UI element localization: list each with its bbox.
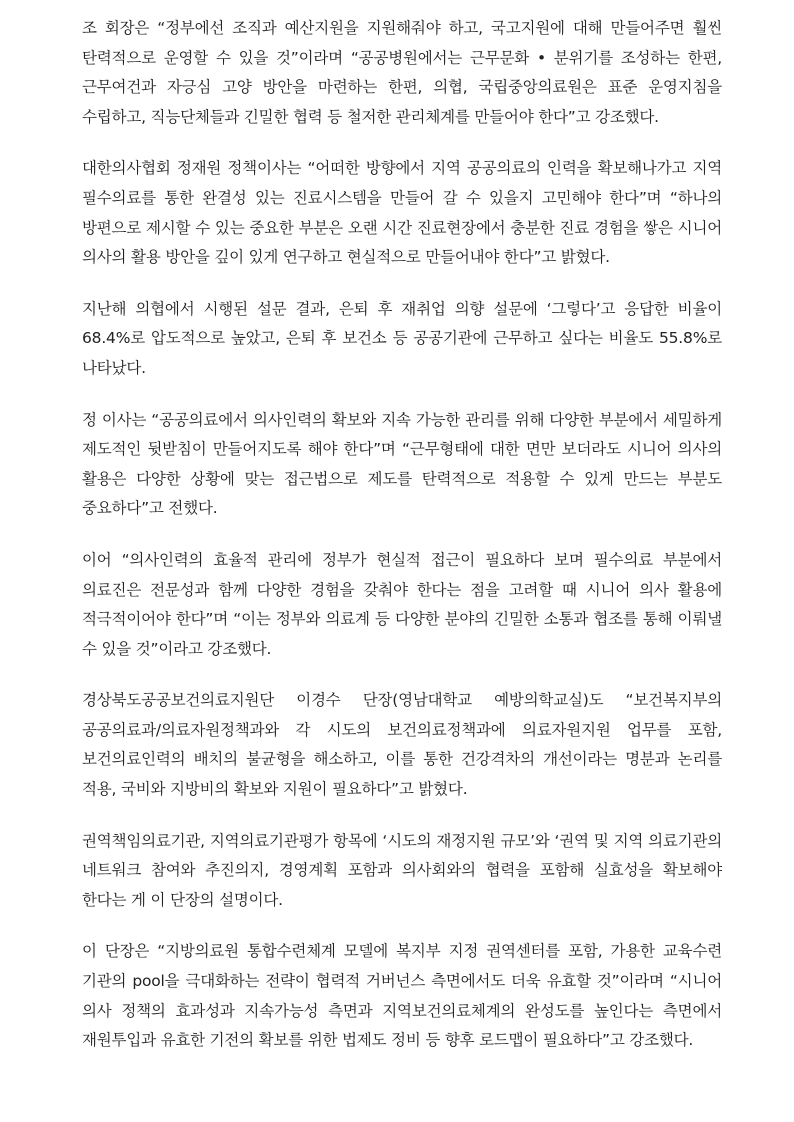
paragraph-1: 조 회장은 “정부에선 조직과 예산지원을 지원해줘야 하고, 국고지원에 대해 만들어주면 훨씬 탄력적으로 운영할 수 있을 것”이라며 “공공병원에서는 근무문화 • 분위기를 조성하는 한편, 근무여건과 자긍심 고양 방안을 마련하는 한편, 의협, 국립중앙의료원은 표준 운영지침을 수립하고, 직능단체들과 긴밀한 협력 등 철저한 관리체계를 만들어야 한다”고 강조했다. [82, 19, 722, 126]
paragraph-4: 정 이사는 “공공의료에서 의사인력의 확보와 지속 가능한 관리를 위해 다양한 부분에서 세밀하게 제도적인 뒷받침이 만들어지도록 해야 한다”며 “근무형태에 대한 면만 보더라도 시니어 의사의 활용은 다양한 상황에 맞는 접근법으로 제도를 탄력적으로 적용할 수 있게 만드는 부분도 중요하다”고 전했다. [82, 410, 722, 518]
paragraph-6: 경상북도공공보건의료지원단 이경수 단장(영남대학교 예방의학교실)도 “보건복지부의 공공의료과/의료자원정책과와 각 시도의 보건의료정책과에 의료자원지원 업무를 포함, 보건의료인력의 배치의 불균형을 해소하고, 이를 통한 건강격차의 개선이라는 명분과 논리를 적용, 국비와 지방비의 확보와 지원이 필요하다”고 밝혔다. [82, 691, 722, 799]
paragraph-5: 이어 “의사인력의 효율적 관리에 정부가 현실적 접근이 필요하다 보며 필수의료 부분에서 의료진은 전문성과 함께 다양한 경험을 갖춰야 한다는 점을 고려할 때 시니어 의사 활용에 적극적이어야 한다”며 “이는 정부와 의료계 등 다양한 분야의 긴밀한 소통과 협조를 통해 이뤄낼 수 있을 것”이라고 강조했다. [82, 550, 722, 658]
article-body [82, 14, 722, 1078]
paragraph-2: 대한의사협회 정재원 정책이사는 “어떠한 방향에서 지역 공공의료의 인력을 확보해나가고 지역 필수의료를 통한 완결성 있는 진료시스템을 만들어 갈 수 있을지 고민해야 한다”며 “하나의 방편으로 제시할 수 있는 중요한 부분은 오랜 시간 진료현장에서 충분한 진료 경험을 쌓은 시니어 의사의 활용 방안을 깊이 있게 연구하고 현실적으로 만들어내야 한다”고 밝혔다. [82, 159, 722, 267]
paragraph-8: 이 단장은 “지방의료원 통합수련체계 모델에 복지부 지정 권역센터를 포함, 가용한 교육수련 기관의 pool을 극대화하는 전략이 협력적 거버넌스 측면에서도 더욱 유효할 것”이라며 “시니어 의사 정책의 효과성과 지속가능성 측면과 지역보건의료체계의 완성도를 높인다는 측면에서 재원투입과 유효한 기전의 확보를 위한 법제도 정비 등 향후 로드맵이 필요하다”고 강조했다. [82, 942, 722, 1050]
paragraph-3: 지난해 의협에서 시행된 설문 결과, 은퇴 후 재취업 의향 설문에 ‘그렇다’고 응답한 비율이 68.4%로 압도적으로 높았고, 은퇴 후 보건소 등 공공기관에 근무하고 싶다는 비율도 55.8%로 나타났다. [82, 299, 722, 377]
paragraph-7: 권역책임의료기관, 지역의료기관평가 항목에 ‘시도의 재정지원 규모’와 ‘권역 및 지역 의료기관의 네트워크 참여와 추진의지, 경영계획 포함과 의사회와의 협력을 포함해 실효성을 확보해야 한다는 게 이 단장의 설명이다. [82, 831, 722, 909]
